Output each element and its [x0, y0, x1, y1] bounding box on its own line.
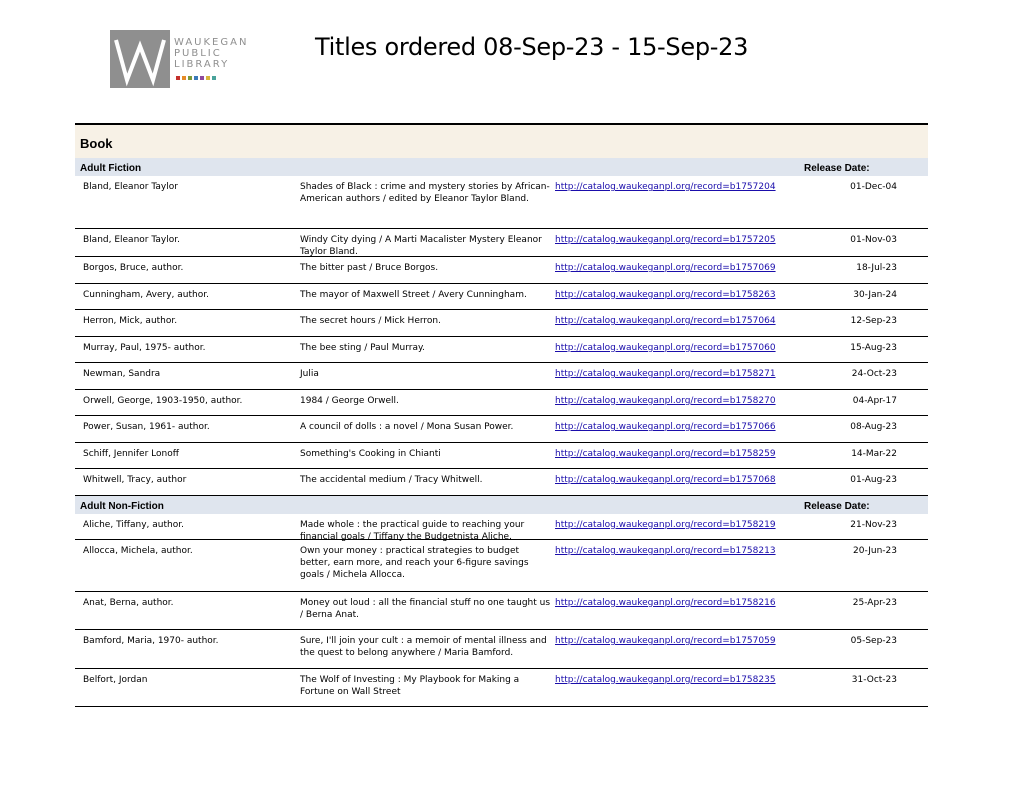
release-date-label: Release Date: — [804, 163, 870, 174]
section-name: Adult Fiction — [80, 163, 142, 174]
catalog-link[interactable]: http://catalog.waukeganpl.org/record=b1758270 — [555, 395, 776, 406]
table-row — [75, 540, 928, 592]
release-date-cell: 21-Nov-23 — [850, 519, 897, 530]
author-cell: Anat, Berna, author. — [83, 597, 174, 608]
release-date-cell: 31-Oct-23 — [851, 674, 897, 685]
catalog-link[interactable]: http://catalog.waukeganpl.org/record=b1757204 — [555, 182, 776, 192]
title-cell: The bee sting / Paul Murray. — [300, 342, 425, 353]
library-logo — [110, 30, 260, 90]
title-cell: The accidental medium / Tracy Whitwell. — [300, 475, 483, 485]
catalog-link[interactable]: http://catalog.waukeganpl.org/record=b1757069 — [555, 263, 776, 273]
author-cell: Bland, Eleanor Taylor — [83, 182, 178, 192]
author-cell: Aliche, Tiffany, author. — [83, 519, 184, 530]
release-date-cell: 04-Apr-17 — [852, 395, 897, 406]
author-cell: Orwell, George, 1903-1950, author. — [83, 395, 243, 406]
release-date-cell: 25-Apr-23 — [852, 597, 897, 608]
section-name: Adult Non-Fiction — [80, 500, 164, 512]
release-date-cell: 01-Dec-04 — [850, 182, 897, 192]
logo-line: PUBLIC — [174, 48, 222, 59]
author-cell: Cunningham, Avery, author. — [83, 289, 209, 300]
catalog-link[interactable]: http://catalog.waukeganpl.org/record=b1758216 — [555, 597, 776, 608]
logo-w-mark — [110, 30, 170, 88]
table-row — [75, 416, 928, 443]
logo-color-dots — [176, 76, 216, 80]
logo-line: LIBRARY — [174, 59, 230, 70]
table-row — [75, 337, 928, 364]
logo-dot — [212, 76, 216, 80]
release-date-cell: 14-Mar-22 — [851, 448, 897, 459]
titles-table — [75, 123, 928, 707]
logo-line: WAUKEGAN — [174, 37, 249, 48]
title-cell: The mayor of Maxwell Street / Avery Cunningham. — [300, 289, 527, 300]
catalog-link[interactable]: http://catalog.waukeganpl.org/record=b1757066 — [555, 422, 776, 432]
table-row — [75, 363, 928, 390]
release-date-cell: 30-Jan-24 — [853, 289, 897, 300]
title-cell: Julia — [300, 369, 319, 379]
catalog-link[interactable]: http://catalog.waukeganpl.org/record=b1757060 — [555, 342, 776, 353]
logo-dot — [182, 76, 186, 80]
logo-dot — [194, 76, 198, 80]
release-date-cell: 15-Aug-23 — [850, 342, 897, 353]
author-cell: Herron, Mick, author. — [83, 316, 178, 326]
release-date-cell: 08-Aug-23 — [850, 422, 897, 432]
author-cell: Belfort, Jordan — [83, 674, 148, 685]
author-cell: Bamford, Maria, 1970- author. — [83, 636, 219, 646]
page-title: Titles ordered 08-Sep-23 - 15-Sep-23 — [315, 33, 749, 61]
title-cell: Windy City dying / A Marti Macalister Mystery Eleanor Taylor Bland. — [300, 234, 542, 257]
logo-dot — [188, 76, 192, 80]
release-date-cell: 12-Sep-23 — [850, 316, 897, 326]
table-row — [75, 284, 928, 311]
catalog-link[interactable]: http://catalog.waukeganpl.org/record=b1757059 — [555, 636, 776, 646]
table-row — [75, 257, 928, 284]
title-cell: Shades of Black : crime and mystery stories by African-American authors / edited by Eleanor Taylor Bland. — [300, 182, 550, 204]
logo-text — [174, 37, 248, 70]
title-cell: Made whole : the practical guide to reaching your financial goals / Tiffany the Budgetnista Aliche. — [300, 519, 525, 542]
table-row — [75, 176, 928, 229]
title-cell: The Wolf of Investing : My Playbook for Making a Fortune on Wall Street — [300, 674, 520, 697]
title-cell: Something's Cooking in Chianti — [300, 448, 441, 459]
table-row — [75, 514, 928, 541]
table-row — [75, 310, 928, 337]
title-cell: 1984 / George Orwell. — [300, 395, 399, 406]
table-row — [75, 592, 928, 631]
catalog-link[interactable]: http://catalog.waukeganpl.org/record=b1757068 — [555, 475, 776, 485]
catalog-link[interactable]: http://catalog.waukeganpl.org/record=b1758271 — [555, 369, 776, 379]
catalog-link[interactable]: http://catalog.waukeganpl.org/record=b1758219 — [555, 519, 776, 530]
release-date-cell: 05-Sep-23 — [850, 636, 897, 646]
title-cell: Own your money : practical strategies to budget better, earn more, and reach your 6-figure savings goals / Michela Allocca. — [300, 546, 529, 580]
title-cell: The bitter past / Bruce Borgos. — [300, 263, 439, 273]
table-row — [75, 630, 928, 669]
table-row — [75, 469, 928, 496]
table-row — [75, 443, 928, 470]
table-row — [75, 669, 928, 708]
release-date-cell: 01-Aug-23 — [850, 475, 897, 485]
release-date-cell: 01-Nov-03 — [850, 234, 897, 245]
release-date-label: Release Date: — [804, 500, 870, 512]
category-header: Book — [75, 125, 928, 158]
section-header — [75, 496, 928, 514]
author-cell: Murray, Paul, 1975- author. — [83, 342, 206, 353]
catalog-link[interactable]: http://catalog.waukeganpl.org/record=b1757064 — [555, 316, 776, 326]
author-cell: Whitwell, Tracy, author — [83, 475, 187, 485]
title-cell: A council of dolls : a novel / Mona Susan Power. — [300, 422, 514, 432]
catalog-link[interactable]: http://catalog.waukeganpl.org/record=b1758263 — [555, 289, 776, 300]
author-cell: Newman, Sandra — [83, 369, 161, 379]
catalog-link[interactable]: http://catalog.waukeganpl.org/record=b1758259 — [555, 448, 776, 459]
title-cell: Sure, I'll join your cult : a memoir of mental illness and the quest to belong anywhere / Maria Bamford. — [300, 636, 547, 658]
table-row — [75, 229, 928, 258]
release-date-cell: 20-Jun-23 — [853, 546, 897, 556]
author-cell: Power, Susan, 1961- author. — [83, 422, 210, 432]
catalog-link[interactable]: http://catalog.waukeganpl.org/record=b1758213 — [555, 546, 776, 556]
catalog-link[interactable]: http://catalog.waukeganpl.org/record=b1757205 — [555, 234, 776, 245]
author-cell: Schiff, Jennifer Lonoff — [83, 448, 179, 459]
release-date-cell: 24-Oct-23 — [851, 369, 897, 379]
section-header — [75, 158, 928, 176]
release-date-cell: 18-Jul-23 — [856, 263, 897, 273]
table-row — [75, 390, 928, 417]
catalog-link[interactable]: http://catalog.waukeganpl.org/record=b1758235 — [555, 674, 776, 685]
logo-dot — [200, 76, 204, 80]
logo-dot — [206, 76, 210, 80]
title-cell: The secret hours / Mick Herron. — [300, 316, 441, 326]
logo-dot — [176, 76, 180, 80]
title-cell: Money out loud : all the financial stuff no one taught us / Berna Anat. — [300, 597, 551, 620]
author-cell: Borgos, Bruce, author. — [83, 263, 184, 273]
author-cell: Allocca, Michela, author. — [83, 546, 193, 556]
author-cell: Bland, Eleanor Taylor. — [83, 234, 180, 245]
